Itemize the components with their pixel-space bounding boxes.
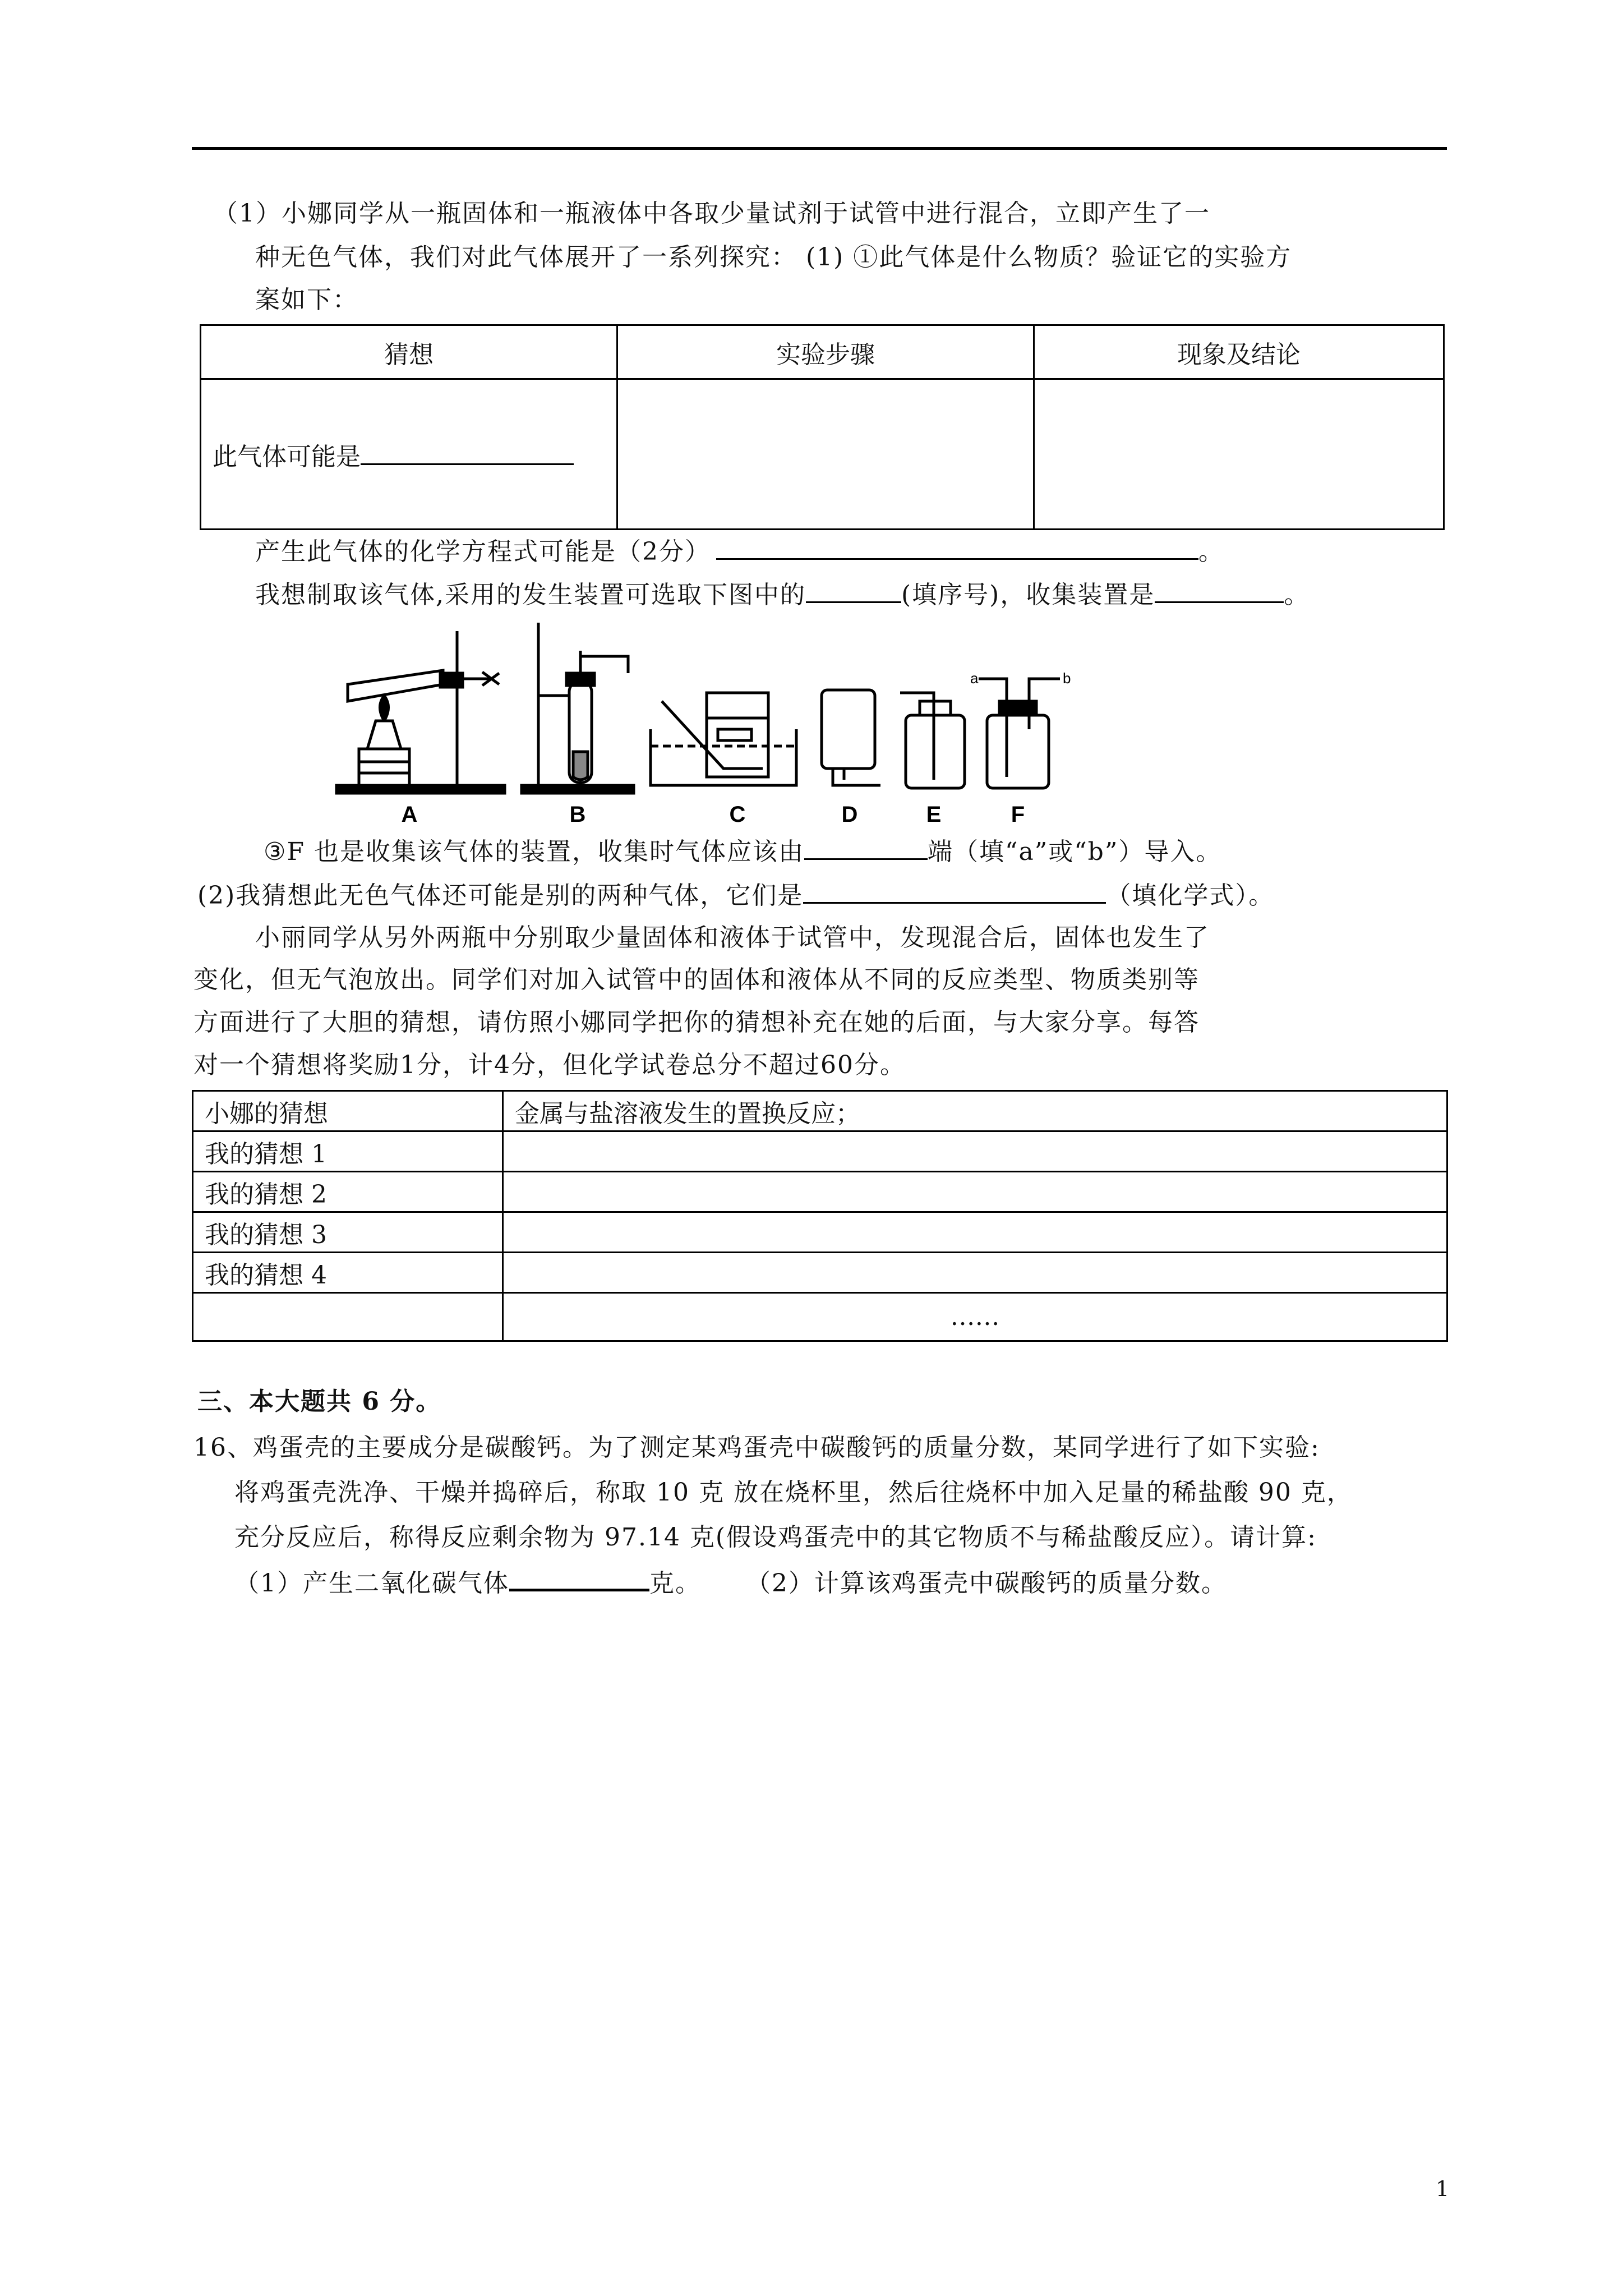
apparatus-e <box>900 693 965 788</box>
q2-prompt-2: （填化学式）。 <box>1106 881 1275 910</box>
table-row <box>193 1091 1447 1131</box>
q1-line-3: 案如下： <box>255 286 358 314</box>
f-port-prompt-2: 端（填“a”或“b”）导入。 <box>927 838 1222 866</box>
table-row <box>193 1172 1447 1212</box>
generator-blank[interactable] <box>806 579 901 603</box>
q16-line-3: 充分反应后，称得反应剩余物为 97.14 克(假设鸡蛋壳中的其它物质不与稀盐酸反应）。请计算: <box>234 1523 1317 1552</box>
para-line-4: 对一个猜想将奖励1分，计4分，但化学试卷总分不超过60分。 <box>193 1051 906 1079</box>
guess-label: 此气体可能是 <box>213 442 361 471</box>
q16-part2: （2）计算该鸡蛋壳中碳酸钙的质量分数。 <box>746 1569 1227 1598</box>
apparatus-d <box>822 690 880 785</box>
header-guess: 猜想 <box>201 325 617 379</box>
row-content: 金属与盐溶液发生的置换反应； <box>503 1091 1447 1131</box>
apparatus-prompt: 我想制取该气体,采用的发生装置可选取下图中的 <box>255 581 806 609</box>
row-content[interactable] <box>503 1212 1447 1253</box>
f-port-prompt: ③F 也是收集该气体的装置，收集时气体应该由 <box>264 838 804 866</box>
guess-blank[interactable] <box>361 441 574 465</box>
q1-line-2: 种无色气体，我们对此气体展开了一系列探究： (1) ①此气体是什么物质？验证它的实验方 <box>255 243 1292 272</box>
conclusion-cell[interactable] <box>1034 379 1444 530</box>
table-row <box>201 379 1444 530</box>
apparatus-prompt-2: (填序号)，收集装置是 <box>901 581 1155 609</box>
steps-cell[interactable] <box>617 379 1034 530</box>
equation-prompt: 产生此气体的化学方程式可能是（2分） <box>255 537 711 566</box>
header-conclusion: 现象及结论 <box>1034 325 1444 379</box>
apparatus-a <box>336 631 505 793</box>
row-label: 我的猜想 4 <box>193 1253 503 1293</box>
table-row <box>193 1212 1447 1253</box>
port-a-label: a <box>970 670 979 687</box>
q16-line-1: 16、鸡蛋壳的主要成分是碳酸钙。为了测定某鸡蛋壳中碳酸钙的质量分数，某同学进行了如下实验: <box>193 1433 1320 1462</box>
table-row <box>193 1253 1447 1293</box>
apparatus-c <box>651 693 796 785</box>
label-e: E <box>926 802 942 827</box>
hypothesis-table <box>200 324 1445 530</box>
row-label: 我的猜想 2 <box>193 1172 503 1212</box>
q1-line-1: （1）小娜同学从一瓶固体和一瓶液体中各取少量试剂于试管中进行混合，立即产生了一 <box>213 199 1210 228</box>
row-label: 我的猜想 1 <box>193 1131 503 1172</box>
header-rule <box>192 147 1447 150</box>
f-port-line <box>264 836 1221 868</box>
guess-cell <box>201 379 617 530</box>
header-steps: 实验步骤 <box>617 325 1034 379</box>
apparatus-b <box>522 623 634 793</box>
co2-mass-blank[interactable] <box>509 1566 649 1591</box>
para-line-2: 变化，但无气泡放出。同学们对加入试管中的固体和液体从不同的反应类型、物质类别等 <box>193 965 1200 994</box>
table-header-row <box>201 325 1444 379</box>
collector-blank[interactable] <box>1155 579 1284 603</box>
equation-end: 。 <box>1198 537 1224 566</box>
row-content[interactable] <box>503 1253 1447 1293</box>
q2-prompt: (2)我猜想此无色气体还可能是别的两种气体，它们是 <box>197 881 804 910</box>
f-port-blank[interactable] <box>804 836 928 860</box>
q16-unit: 克。 <box>649 1569 701 1598</box>
guess-table <box>192 1090 1448 1342</box>
page-number: 1 <box>1436 2177 1450 2201</box>
port-b-label: b <box>1063 670 1071 687</box>
row-content[interactable] <box>503 1172 1447 1212</box>
formula-blank[interactable] <box>803 880 1106 904</box>
para-line-1: 小丽同学从另外两瓶中分别取少量固体和液体于试管中，发现混合后，固体也发生了 <box>255 923 1210 952</box>
label-a: A <box>401 802 418 827</box>
table-row <box>193 1131 1447 1172</box>
para-line-3: 方面进行了大胆的猜想，请仿照小娜同学把你的猜想补充在她的后面，与大家分享。每答 <box>193 1008 1200 1037</box>
row-content[interactable] <box>503 1131 1447 1172</box>
row-content: …… <box>503 1293 1447 1341</box>
equation-blank[interactable] <box>716 536 1198 560</box>
apparatus-end: 。 <box>1284 581 1310 609</box>
row-label: 小娜的猜想 <box>193 1091 503 1131</box>
q2-line <box>197 880 1274 912</box>
label-d: D <box>841 802 858 827</box>
q16-line-4 <box>234 1566 1227 1600</box>
apparatus-figure <box>314 617 1178 830</box>
section-3-title: 三、本大题共 6 分。 <box>197 1387 442 1416</box>
apparatus-f <box>979 679 1060 788</box>
equation-line <box>255 536 1224 568</box>
label-b: B <box>569 802 586 827</box>
apparatus-line <box>255 579 1310 611</box>
q16-part1: （1）产生二氧化碳气体 <box>234 1569 509 1598</box>
row-label <box>193 1293 503 1341</box>
row-label: 我的猜想 3 <box>193 1212 503 1253</box>
label-c: C <box>729 802 746 827</box>
label-f: F <box>1011 802 1025 827</box>
q16-line-2: 将鸡蛋壳洗净、干燥并捣碎后，称取 10 克 放在烧杯里，然后往烧杯中加入足量的稀盐酸 90 克， <box>234 1478 1353 1507</box>
table-row <box>193 1293 1447 1341</box>
